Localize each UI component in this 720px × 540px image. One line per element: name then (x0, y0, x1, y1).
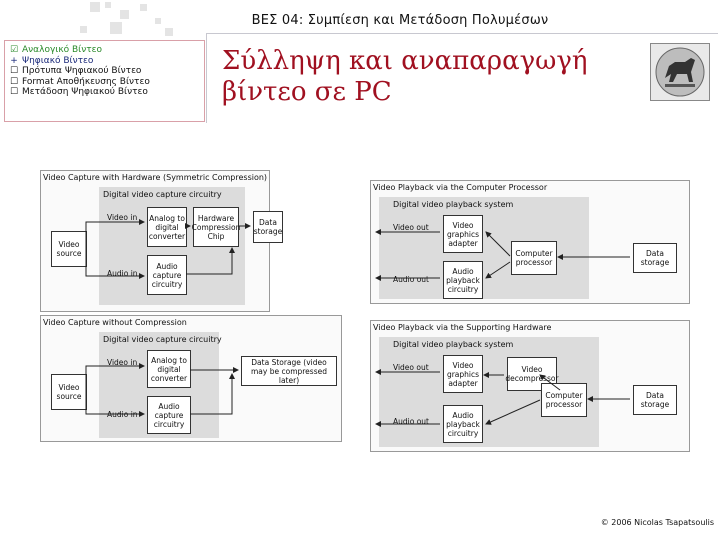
data-storage-box: Data storage (633, 243, 677, 273)
audio-playback-box: Audio playback circuitry (443, 405, 483, 443)
video-decompressor-box: Video decompressor (507, 357, 557, 391)
graphics-adapter-box: Video graphics adapter (443, 355, 483, 393)
video-in-label: Video in (107, 358, 138, 367)
nav-item-label: Ψηφιακό Βίντεο (22, 55, 94, 66)
nav-item-label: Μετάδοση Ψηφιακού Βίντεο (22, 87, 148, 97)
diagram-title: Video Capture without Compression (43, 318, 187, 327)
video-in-label: Video in (107, 213, 138, 222)
copyright-notice: © 2006 Nicolas Tsapatsoulis (600, 518, 714, 527)
group-label: Digital video capture circuitry (103, 190, 222, 199)
nav-item-label: Πρότυπα Ψηφιακού Βίντεο (22, 66, 142, 76)
slide-title: Σύλληψη και αναπαραγωγή βίντεο σε PC (222, 46, 588, 107)
diagram-title: Video Capture with Hardware (Symmetric Compression) (43, 173, 268, 182)
audio-in-label: Audio in (107, 269, 138, 278)
audio-playback-box: Audio playback circuitry (443, 261, 483, 299)
audio-capture-box: Audio capture circuitry (147, 255, 187, 295)
data-storage-box: Data storage (633, 385, 677, 415)
computer-processor-box: Computer processor (541, 383, 587, 417)
data-storage-box: Data storage (253, 211, 283, 243)
video-source-box: Video source (51, 374, 87, 410)
group-label: Digital video capture circuitry (103, 335, 222, 344)
audio-capture-box: Audio capture circuitry (147, 396, 191, 434)
group-label: Digital video playback system (393, 340, 514, 349)
plus-icon: + (10, 55, 18, 66)
checkbox-icon: ☐ (9, 66, 19, 76)
group-label: Digital video playback system (393, 200, 514, 209)
video-out-label: Video out (393, 363, 429, 372)
audio-out-label: Audio out (393, 417, 429, 426)
diagram-title: Video Playback via the Computer Processor (373, 183, 548, 192)
nav-item-label: Format Αποθήκευσης Βίντεο (22, 76, 150, 87)
diagram-title: Video Playback via the Supporting Hardware (373, 323, 552, 332)
checkbox-icon: ☐ (9, 87, 19, 97)
data-storage-box: Data Storage (video may be compressed later) (241, 356, 337, 386)
checkbox-icon: ☐ (9, 76, 19, 87)
compression-chip-box: Hardware Compression Chip (193, 207, 239, 247)
checkbox-icon: ☑ (9, 45, 19, 55)
adc-box: Analog to digital converter (147, 350, 191, 388)
graphics-adapter-box: Video graphics adapter (443, 215, 483, 253)
adc-box: Analog to digital converter (147, 207, 187, 247)
course-title: ΒΕΣ 04: Συμπίεση και Μετάδοση Πολυμέσων (251, 13, 549, 28)
nav-item-label: Αναλογικό Βίντεο (22, 45, 103, 55)
audio-in-label: Audio in (107, 410, 138, 419)
computer-processor-box: Computer processor (511, 241, 557, 275)
video-source-box: Video source (51, 231, 87, 267)
audio-out-label: Audio out (393, 275, 429, 284)
video-out-label: Video out (393, 223, 429, 232)
